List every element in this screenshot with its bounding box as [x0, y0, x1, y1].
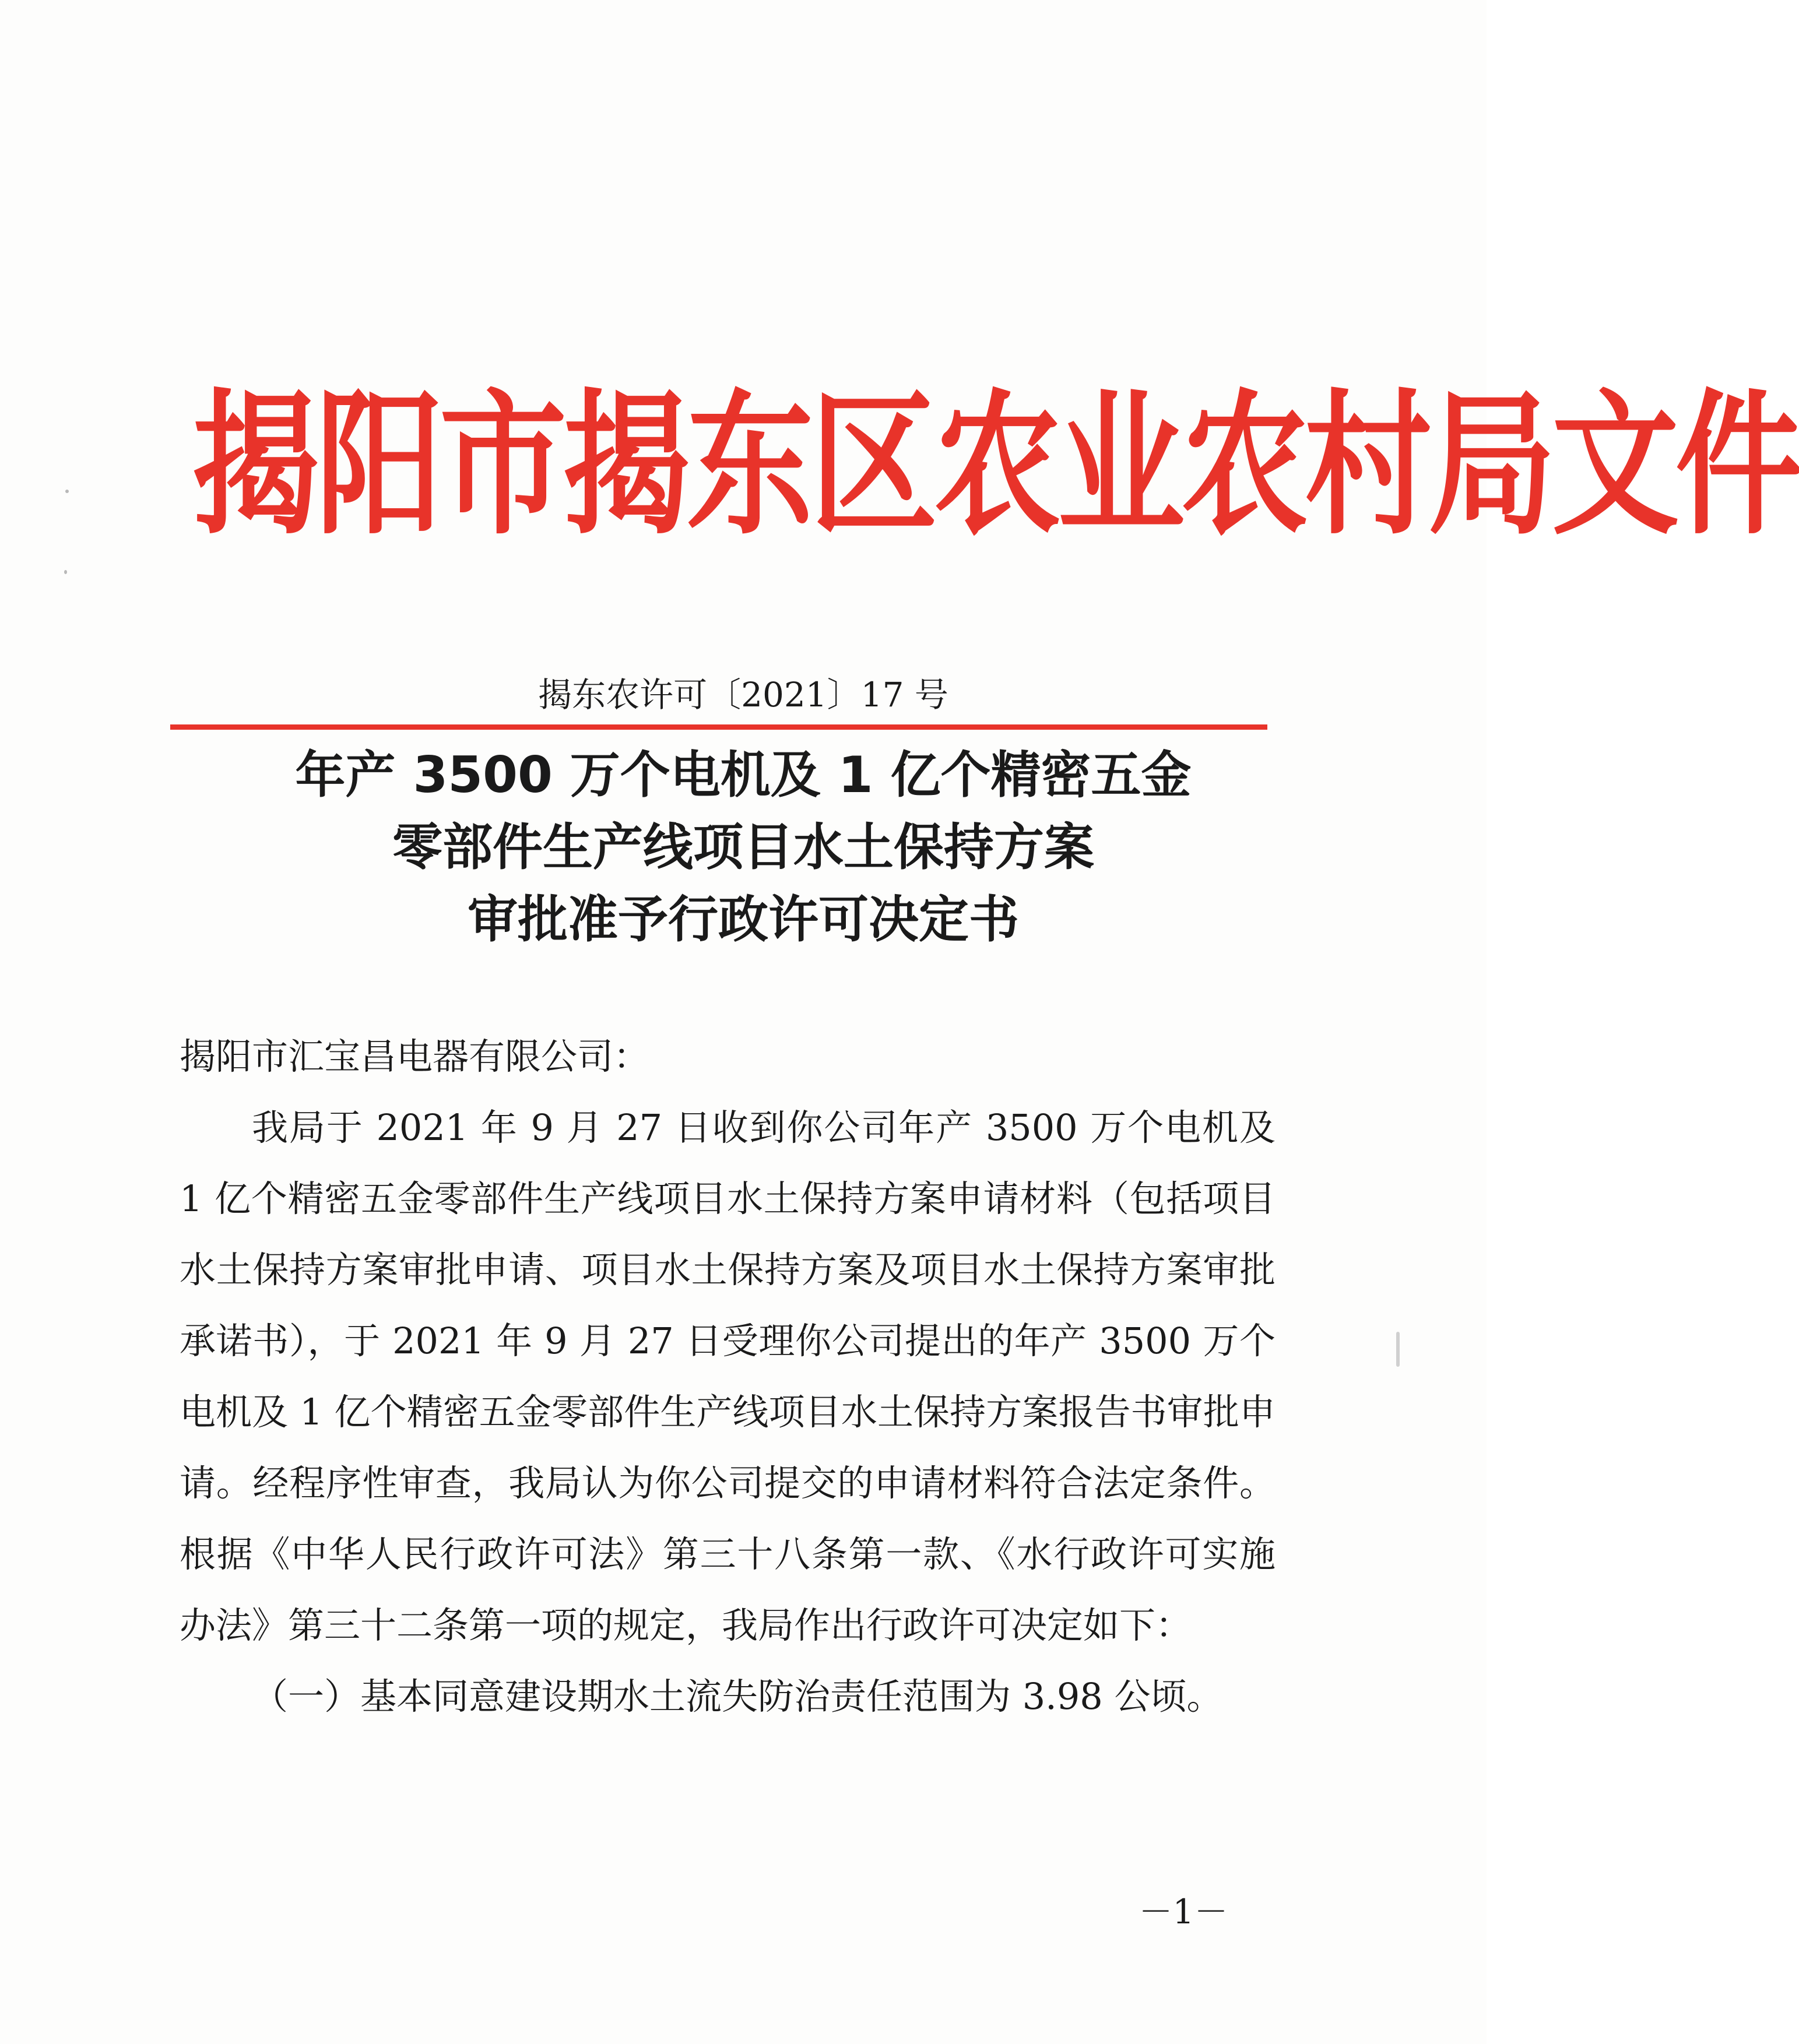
- masthead-title: 揭阳市揭东区农业农村局文件: [192, 376, 1799, 556]
- title-line-3: 审批准予行政许可决定书: [468, 891, 1019, 949]
- body-paragraph-2: （一）基本同意建设期水土流失防治责任范围为 3.98 公顷。: [252, 1675, 1223, 1718]
- red-divider-line: [170, 724, 1267, 730]
- scan-speck: [65, 490, 69, 493]
- document-title: [0, 739, 1487, 956]
- addressee: 揭阳市汇宝昌电器有限公司：: [180, 1035, 650, 1078]
- scan-speck: [1396, 1332, 1400, 1367]
- title-line-2: 零部件生产线项目水土保持方案: [392, 818, 1094, 877]
- document-number: 揭东农许可〔2021〕17 号: [538, 675, 948, 715]
- document-body: [180, 1021, 1276, 1732]
- scan-speck: [64, 570, 67, 574]
- title-line-1: 年产 3500 万个电机及 1 亿个精密五金: [295, 746, 1192, 804]
- body-paragraph-1: 我局于 2021 年 9 月 27 日收到你公司年产 3500 万个电机及 1 亿个精密五金零部件生产线项目水土保持方案申请材料（包括项目水土保持方案审批申请、项目水土保持方案及项目水土保持方案审批承诺书），于 2021 年 9 月 27 日受理你公司提出的年产 3500 万个电机及 1 亿个精密五金零部件生产线项目水土保持方案报告书审批申请。经程序性审查，我局认为你公司提交的申请材料符合法定条件。根据《中华人民行政许可法》第三十八条第一款、《水行政许可实施办法》第三十二条第一项的规定，我局作出行政许可决定如下：: [180, 1106, 1276, 1647]
- page-number: －1－: [1139, 1892, 1228, 1932]
